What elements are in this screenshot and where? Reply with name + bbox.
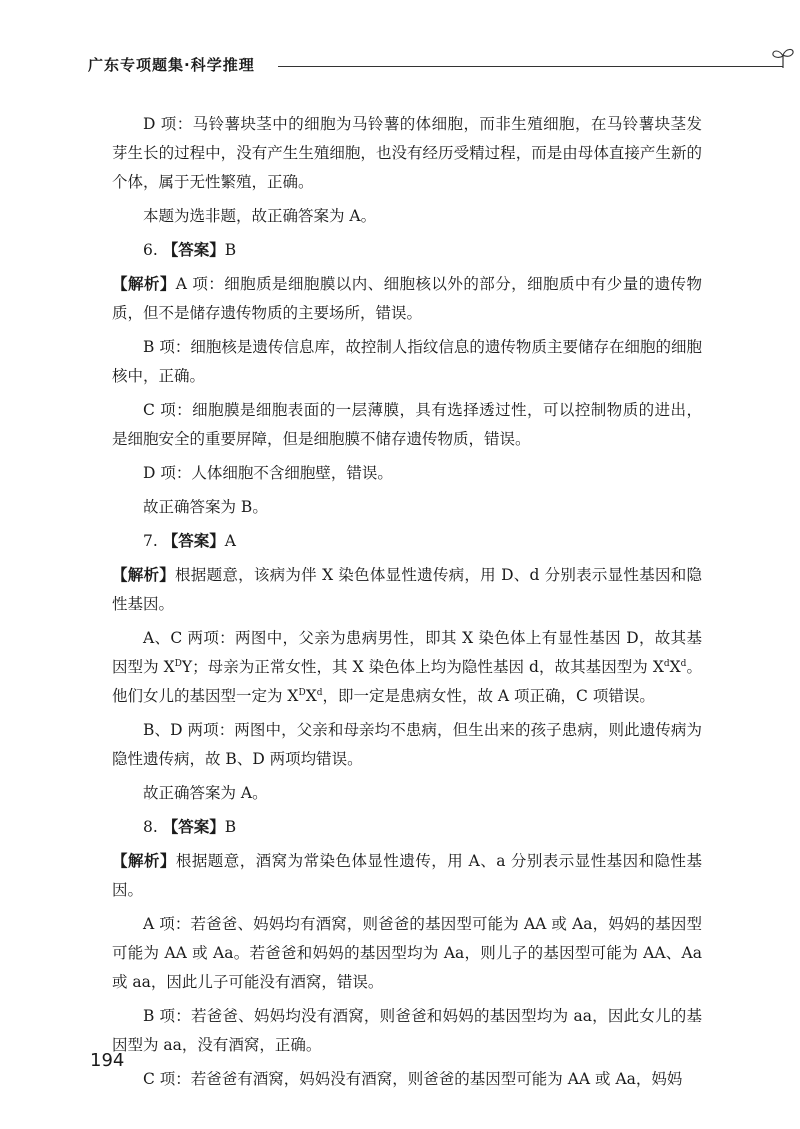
running-header	[88, 54, 708, 78]
paragraph-p9	[112, 527, 702, 556]
paragraph-p3	[112, 236, 702, 265]
paragraph-p5	[112, 333, 702, 391]
label-bold: 【答案】	[162, 818, 225, 836]
text-run: 本题为选非题，故正确答案为 A。	[143, 207, 377, 225]
paragraph-p16	[112, 910, 702, 997]
text-run: B	[224, 818, 237, 836]
text-run: 6.	[143, 241, 163, 259]
text-run: Y；母亲为正常女性，其 X 染色体上均为隐性基因 d，故其基因型为 X	[181, 658, 664, 676]
superscript: d	[680, 658, 687, 669]
paragraph-p8	[112, 493, 702, 522]
label-bold: 【解析】	[112, 852, 176, 870]
paragraph-p18	[112, 1065, 702, 1094]
sprout-icon	[768, 46, 798, 70]
superscript: d	[663, 658, 670, 669]
superscript: D	[298, 687, 306, 698]
text-run: 8.	[143, 818, 163, 836]
text-run: C 项：若爸爸有酒窝，妈妈没有酒窝，则爸爸的基因型可能为 AA 或 Aa，妈妈	[143, 1070, 683, 1088]
text-run: 。他们女儿的基因型一定为 X	[112, 658, 702, 705]
text-run: D 项：人体细胞不含细胞壁，错误。	[143, 464, 393, 482]
paragraph-p15	[112, 847, 702, 905]
text-run: D 项：马铃薯块茎中的细胞为马铃薯的体细胞，而非生殖细胞，在马铃薯块茎发芽生长的过程中，没有产生生殖细胞，也没有经历受精过程，而是由母体直接产生新的个体，属于无性繁殖，正确。	[112, 115, 702, 191]
text-run: A 项：若爸爸、妈妈均有酒窝，则爸爸的基因型可能为 AA 或 Aa，妈妈的基因型可能为 AA 或 Aa。若爸爸和妈妈的基因型均为 Aa，则儿子的基因型可能为 AA、Aa 或 aa，因此儿子可能没有酒窝，错误。	[112, 915, 702, 991]
text-run: A 项：细胞质是细胞膜以内、细胞核以外的部分，细胞质中有少量的遗传物质，但不是储存遗传物质的主要场所，错误。	[112, 275, 702, 322]
superscript: D	[174, 658, 182, 669]
paragraph-p4	[112, 270, 702, 328]
text-run: 故正确答案为 B。	[143, 498, 268, 516]
text-run: X	[305, 687, 317, 705]
superscript: d	[316, 687, 323, 698]
text-run: 根据题意，酒窝为常染色体显性遗传，用 A、a 分别表示显性基因和隐性基因。	[112, 852, 702, 899]
text-run: B 项：若爸爸、妈妈均没有酒窝，则爸爸和妈妈的基因型均为 aa，因此女儿的基因型为 aa，没有酒窝，正确。	[112, 1007, 702, 1054]
paragraph-p13	[112, 779, 702, 808]
label-bold: 【解析】	[112, 275, 176, 293]
paragraph-p1	[112, 110, 702, 197]
text-run: ，即一定是患病女性，故 A 项正确，C 项错误。	[322, 687, 655, 705]
text-run: B 项：细胞核是遗传信息库，故控制人指纹信息的遗传物质主要储存在细胞的细胞核中，正确。	[112, 338, 702, 385]
paragraph-p6	[112, 396, 702, 454]
page-number: 194	[90, 1050, 125, 1071]
text-run: B、D 两项：两图中，父亲和母亲均不患病，但生出来的孩子患病，则此遗传病为隐性遗传病，故 B、D 两项均错误。	[112, 721, 702, 768]
text-run: 7.	[143, 532, 163, 550]
paragraph-p10	[112, 561, 702, 619]
text-run: A、C 两项：两图中，父亲为患病男性，即其 X 染色体上有显性基因 D，故其基因型为 X	[112, 629, 702, 676]
paragraph-p2	[112, 202, 702, 231]
text-run: A	[224, 532, 236, 550]
label-bold: 【解析】	[112, 566, 176, 584]
header-rule	[278, 66, 783, 67]
text-run: X	[669, 658, 681, 676]
page-body	[112, 110, 702, 1099]
paragraph-p17	[112, 1002, 702, 1060]
paragraph-p11	[112, 624, 702, 711]
paragraph-p12	[112, 716, 702, 774]
text-run: B	[224, 241, 237, 259]
text-run: 故正确答案为 A。	[143, 784, 268, 802]
text-run: C 项：细胞膜是细胞表面的一层薄膜，具有选择透过性，可以控制物质的进出，是细胞安全的重要屏障，但是细胞膜不储存遗传物质，错误。	[112, 401, 702, 448]
paragraph-p7	[112, 459, 702, 488]
text-run: 根据题意，该病为伴 X 染色体显性遗传病，用 D、d 分别表示显性基因和隐性基因。	[112, 566, 702, 613]
label-bold: 【答案】	[162, 532, 225, 550]
running-header-title: 广东专项题集·科学推理	[88, 56, 255, 74]
label-bold: 【答案】	[162, 241, 225, 259]
paragraph-p14	[112, 813, 702, 842]
